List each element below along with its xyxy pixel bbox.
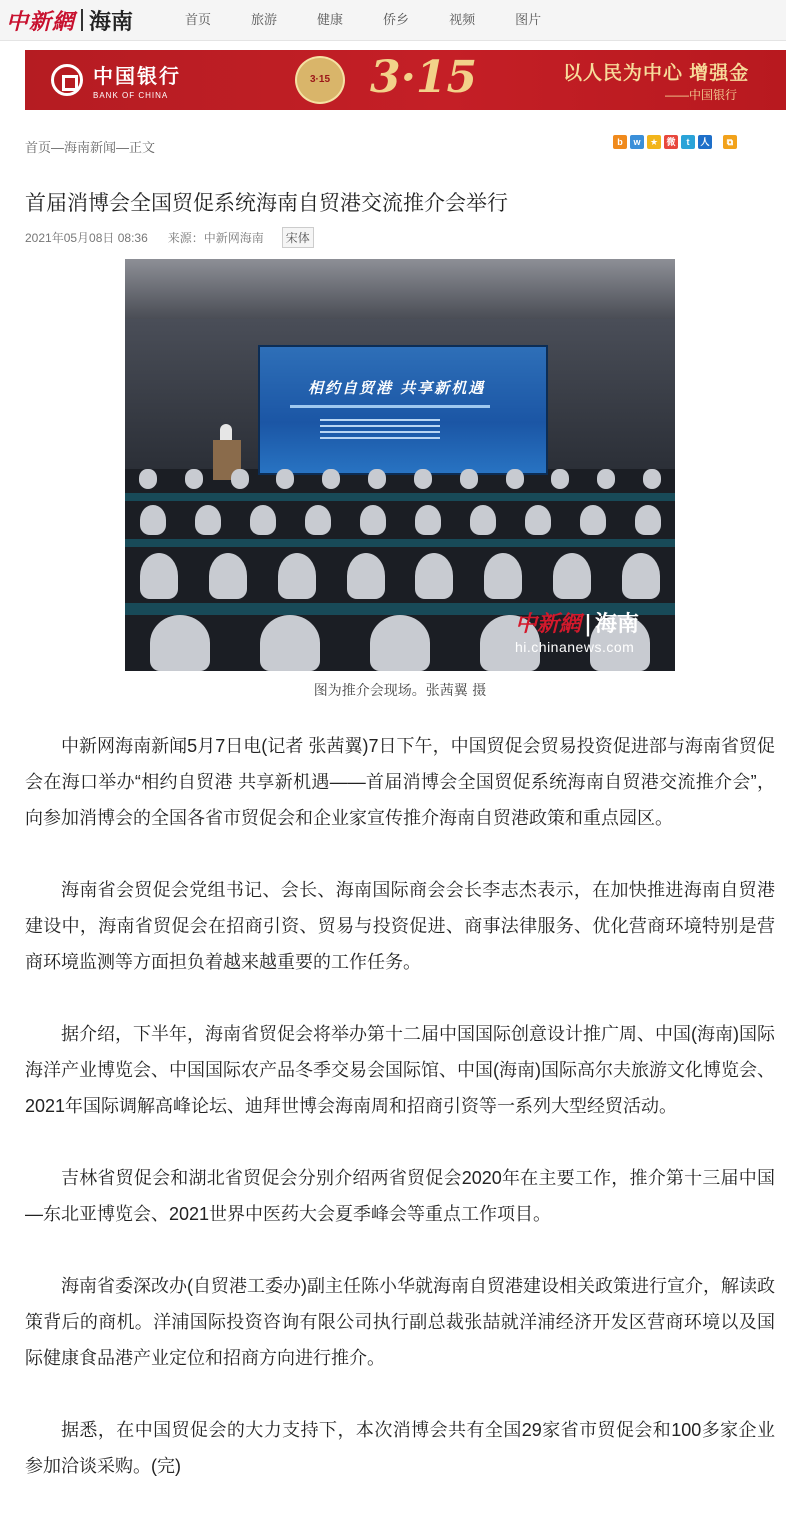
weibo-icon[interactable]: 微 bbox=[664, 135, 678, 149]
article-paragraph: 海南省委深改办(自贸港工委办)副主任陈小华就海南自贸港建设相关政策进行宣介，解读政策背后的商机。洋浦国际投资咨询有限公司执行副总裁张喆就洋浦经济开发区营商环境以及国际健康食品港产业定位和招商方向进行推介。 bbox=[25, 1276, 775, 1368]
nav-video[interactable]: 视频 bbox=[449, 12, 476, 27]
font-toggle-button[interactable]: 宋体 bbox=[282, 227, 314, 248]
ad-banner[interactable] bbox=[25, 50, 786, 110]
article-paragraph: 海南省会贸促会党组书记、会长、海南国际商会会长李志杰表示，在加快推进海南自贸港建设中，海南省贸促会在招商引资、贸易与投资促进、商事法律服务、优化营商环境特别是营商环境监测等方面担负着越来越重要的工作任务。 bbox=[25, 880, 775, 972]
nav-photos[interactable]: 图片 bbox=[515, 12, 542, 27]
nav-overseas[interactable]: 侨乡 bbox=[383, 12, 410, 27]
logo-chinanews: 中新網 bbox=[6, 8, 76, 35]
bank-of-china-emblem-icon bbox=[51, 64, 83, 96]
watermark-url: hi.chinanews.com bbox=[515, 639, 635, 655]
screen-title: 相约自贸港 共享新机遇 bbox=[308, 379, 486, 397]
logo-divider bbox=[81, 9, 83, 31]
bank-name-cn: 中国银行 bbox=[93, 64, 181, 88]
logo-region: 海南 bbox=[89, 9, 134, 35]
article-paragraph: 据悉，在中国贸促会的大力支持下，本次消博会共有全国29家省市贸促会和100多家企业参加洽谈采购。(完) bbox=[25, 1420, 775, 1476]
banner-slogan: 以人民为中心 增强金 bbox=[563, 63, 750, 84]
bank-logo-text bbox=[93, 60, 181, 100]
breadcrumb[interactable]: 首页—海南新闻—正文 bbox=[25, 140, 156, 155]
article-photo bbox=[125, 259, 675, 671]
badge-315-icon: 3·15 bbox=[295, 56, 345, 104]
photo-stage-screen bbox=[258, 345, 548, 475]
article-paragraph: 中新网海南新闻5月7日电(记者 张茜翼)7日下午，中国贸促会贸易投资促进部与海南省贸促会在海口举办“相约自贸港 共享新机遇——首届消博会全国贸促系统海南自贸港交流推介会”，向参加消博会的全国各省市贸促会和企业家宣传推介海南自贸港政策和重点园区。 bbox=[25, 736, 775, 828]
article-title: 首届消博会全国贸促系统海南自贸港交流推介会举行 bbox=[25, 192, 508, 215]
article-paragraph: 据介绍，下半年，海南省贸促会将举办第十二届中国国际创意设计推广周、中国(海南)国际海洋产业博览会、中国国际农产品冬季交易会国际馆、中国(海南)国际高尔夫旅游文化博览会、2021年国际调解高峰论坛、迪拜世博会海南周和招商引资等一系列大型经贸活动。 bbox=[25, 1024, 775, 1116]
share-bar bbox=[613, 135, 740, 149]
photo-watermark bbox=[515, 607, 639, 655]
publish-date: 2021年05月08日 08:36 bbox=[25, 231, 148, 245]
wechat-icon[interactable]: w bbox=[630, 135, 644, 149]
banner-slogan-sub: ——中国银行 bbox=[665, 88, 738, 102]
photo-ceiling bbox=[125, 259, 675, 319]
banner-315-text: 3·15 bbox=[370, 52, 478, 103]
tencent-weibo-icon[interactable]: t bbox=[681, 135, 695, 149]
article-meta bbox=[25, 227, 314, 248]
nav-travel[interactable]: 旅游 bbox=[251, 12, 278, 27]
watermark-logo: 中新網 | 海南 bbox=[515, 611, 640, 637]
top-bar bbox=[0, 0, 786, 41]
bank-name-en: BANK OF CHINA bbox=[93, 91, 169, 100]
article-body bbox=[25, 728, 775, 1520]
photo-caption: 图为推介会现场。张茜翼 摄 bbox=[313, 683, 487, 699]
article-paragraph: 吉林省贸促会和湖北省贸促会分别介绍两省贸促会2020年在主要工作，推介第十三届中国—东北亚博览会、2021世界中医药大会夏季峰会等重点工作项目。 bbox=[25, 1168, 775, 1224]
copy-link-icon[interactable]: ⧉ bbox=[723, 135, 737, 149]
screen-subtitle-line bbox=[290, 405, 490, 408]
bookmark-icon[interactable]: b bbox=[613, 135, 627, 149]
nav-health[interactable]: 健康 bbox=[317, 12, 344, 27]
main-nav bbox=[185, 0, 581, 40]
site-logo[interactable] bbox=[6, 4, 133, 36]
qzone-icon[interactable]: ★ bbox=[647, 135, 661, 149]
screen-text-lines bbox=[320, 419, 440, 443]
nav-home[interactable]: 首页 bbox=[185, 12, 212, 27]
article-source: 来源：中新网海南 bbox=[167, 231, 264, 245]
renren-icon[interactable]: 人 bbox=[698, 135, 712, 149]
